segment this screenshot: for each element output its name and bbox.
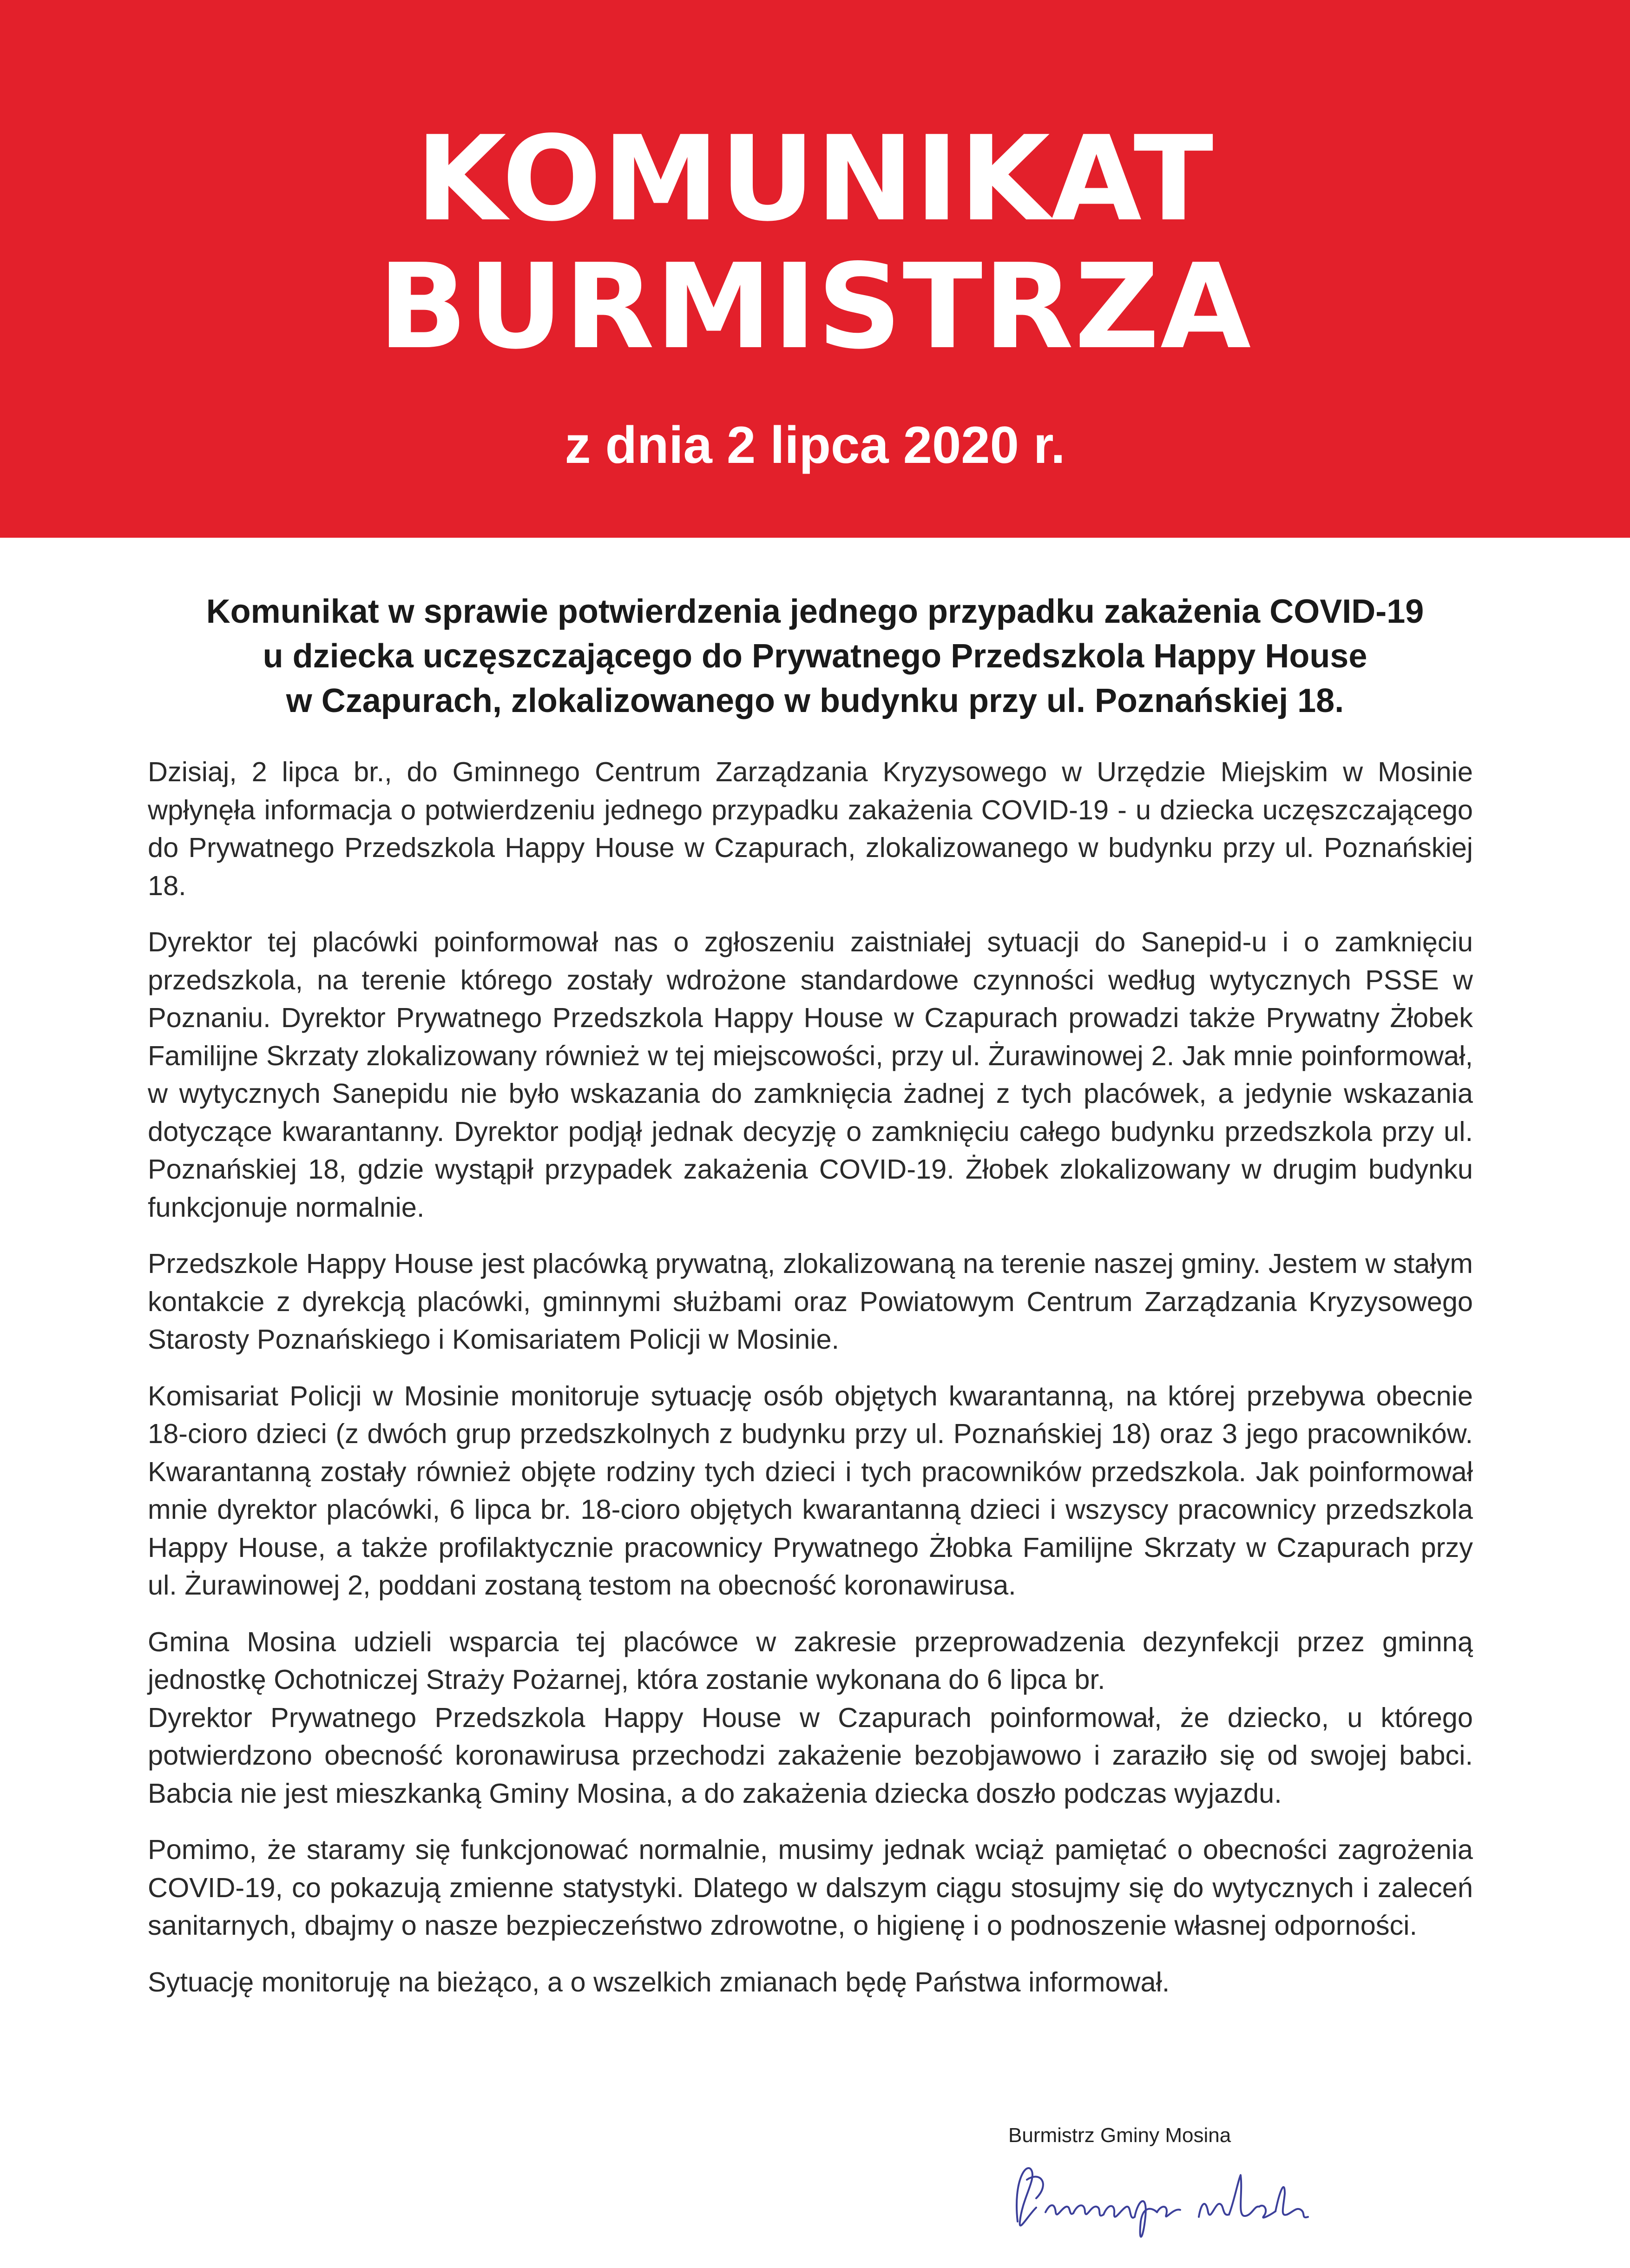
- paragraph-2: Dyrektor tej placówki poinformował nas o zgłoszeniu zaistniałej sytuacji do Sanepid-u i o zamknięciu przedszkola, na terenie którego zostały wdrożone standardowe czynności według wytycznych PSSE w Poznaniu. Dyrektor Prywatnego Przedszkola Happy House w Czapurach prowadzi także Prywatny Żłobek Familijne Skrzaty zlokalizowany również w tej miejscowości, przy ul. Żurawinowej 2. Jak mnie poinformował, w wytycznych Sanepidu nie było wskazania do zamknięcia żadnej z tych placówek, a jedynie wskazania dotyczące kwarantanny. Dyrektor podjął jednak decyzję o zamknięciu całego budynku przedszkola przy ul. Poznańskiej 18, gdzie wystąpił przypadek zakażenia COVID-19. Żłobek zlokalizowany w drugim budynku funkcjonuje normalnie.: [148, 926, 1473, 1223]
- paragraph-1: Dzisiaj, 2 lipca br., do Gminnego Centrum Zarządzania Kryzysowego w Urzędzie Miejskim w Mosinie wpłynęła informacja o potwierdzeniu jednego przypadku zakażenia COVID-19 - u dziecka uczęszczającego do Prywatnego Przedszkola Happy House w Czapurach, zlokalizowanego w budynku przy ul. Poznańskiej 18.: [148, 756, 1473, 901]
- paragraph-3: Przedszkole Happy House jest placówką prywatną, zlokalizowaną na terenie naszej gminy. Jestem w stałym kontakcie z dyrekcją placówki, gminnymi służbami oraz Powiatowym Centrum Zarządzania Kryzysowego Starosty Poznańskiego i Komisariatem Policji w Mosinie.: [148, 1248, 1473, 1355]
- announcement-heading: [116, 589, 1514, 723]
- banner-title-line2: BURMISTRZA: [378, 239, 1252, 375]
- banner-date: z dnia 2 lipca 2020 r.: [565, 416, 1065, 474]
- handwritten-signature: [999, 2152, 1324, 2254]
- header-banner: [0, 0, 1630, 538]
- paragraph-5: Gmina Mosina udzieli wsparcia tej placówce w zakresie przeprowadzenia dezynfekcji przez gminną jednostkę Ochotniczej Straży Pożarnej, która zostanie wykonana do 6 lipca br.: [148, 1626, 1473, 1695]
- announcement-body: [148, 753, 1473, 2019]
- signature-label: Burmistrz Gminy Mosina: [1008, 2124, 1231, 2147]
- heading-line3: w Czapurach, zlokalizowanego w budynku przy ul. Poznańskiej 18.: [286, 682, 1344, 719]
- paragraph-6: Dyrektor Prywatnego Przedszkola Happy House w Czapurach poinformował, że dziecko, u którego potwierdzono obecność koronawirusa przechodzi zakażenie bezobjawowo i zaraziło się od swojej babci. Babcia nie jest mieszkanką Gminy Mosina, a do zakażenia dziecka doszło podczas wyjazdu.: [148, 1701, 1473, 1809]
- heading-line2: u dziecka uczęszczającego do Prywatnego Przedszkola Happy House: [263, 638, 1367, 675]
- paragraph-7: Pomimo, że staramy się funkcjonować normalnie, musimy jednak wciąż pamiętać o obecności zagrożenia COVID-19, co pokazują zmienne statystyki. Dlatego w dalszym ciągu stosujmy się do wytycznych i zaleceń sanitarnych, dbajmy o nasze bezpieczeństwo zdrowotne, o higienę i o podnoszenie własnej odporności.: [148, 1834, 1473, 1941]
- paragraph-8: Sytuację monitoruję na bieżąco, a o wszelkich zmianach będę Państwa informował.: [148, 1966, 1170, 1998]
- paragraph-4: Komisariat Policji w Mosinie monitoruje sytuację osób objętych kwarantanną, na której przebywa obecnie 18-cioro dzieci (z dwóch grup przedszkolnych z budynku przy ul. Poznańskiej 18) oraz 3 jego pracowników. Kwarantanną zostały również objęte rodziny tych dzieci i tych pracowników przedszkola. Jak poinformował mnie dyrektor placówki, 6 lipca br. 18-cioro objętych kwarantanną dzieci i wszyscy pracownicy przedszkola Happy House, a także profilaktycznie pracownicy Prywatnego Żłobka Familijne Skrzaty w Czapurach przy ul. Żurawinowej 2, poddani zostaną testom na obecność koronawirusa.: [148, 1380, 1473, 1601]
- signature-block: [999, 2124, 1324, 2263]
- banner-title-line1: KOMUNIKAT: [415, 111, 1215, 247]
- heading-line1: Komunikat w sprawie potwierdzenia jednego przypadku zakażenia COVID-19: [206, 593, 1424, 630]
